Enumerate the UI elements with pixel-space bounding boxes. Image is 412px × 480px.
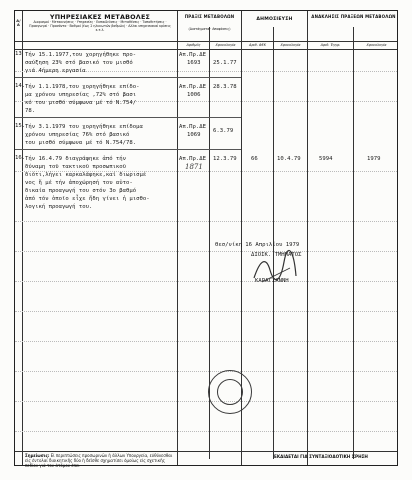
pub-date: 10.4.79 [277, 156, 301, 162]
col-pub-number: Αριθ. ΦΕΚ [249, 43, 266, 47]
official-stamp-icon [208, 370, 252, 414]
row-text-line: λογική προαγωγή του. [25, 204, 93, 210]
row-text-line: του μισθό σύμφωνα μέ τό Ν.754/78. [25, 140, 137, 146]
col-ann-number: Αριθ. Έγγρ. [320, 43, 341, 47]
row-text-line: Τήν 16.4.79 διαγράφηκε ἀπό τήν [25, 156, 127, 162]
row-number: 16. [15, 155, 26, 161]
row-separator [15, 117, 177, 118]
header-divider [15, 49, 397, 50]
row-text-line: Τήν 1.1.1978,του χορηγήθηκε επίδο- [25, 84, 140, 90]
act-date: 25.1.77 [213, 60, 237, 66]
row-text-line: δύναμη τοῦ τακτικοῦ προσωπικοῦ [25, 164, 127, 170]
row-text-line: δικαία προαγωγή του στόν 3ο βαθμό [25, 188, 137, 194]
annulment-date: 1979 [367, 156, 381, 162]
ruling-line [15, 221, 397, 222]
act-date: 6.3.79 [213, 128, 234, 134]
signature-name: ΚΑΡΑΓΙΑΝΝΗ [255, 278, 289, 284]
row-text-line: γιά 4ήμερη εργασία [25, 68, 86, 74]
act-date: 28.3.78 [213, 84, 237, 90]
row-text-line: ἀπό τόν ὁποῖο εἶχε ἤδη γίνει ἡ μισθο- [25, 196, 150, 202]
column-divider [353, 27, 354, 459]
pension-use-label: ΕΚΔΙΔΕΤΑΙ ΓΙΑ ΣΥΝΤΑΞΙΟΔΟΤΙΚΗ ΧΡΗΣΗ [241, 453, 400, 465]
col-act-number: Αριθμός [186, 43, 201, 47]
ruling-line [15, 311, 397, 312]
row-text-line: νος ἤ μέ τήν ἀποχώρησή του αὐτο- [25, 180, 133, 186]
ruling-line [15, 251, 397, 252]
service-record-table [14, 10, 398, 466]
ruling-line [15, 341, 397, 342]
footer-note-label: Σημείωσις: [25, 453, 50, 458]
col-annulment-header: ΑΝΑΚΛΗΣΙΣ ΠΡΑΞΕΩΝ ΜΕΤΑΒΟΛΩΝ [311, 14, 396, 19]
footer-note [25, 453, 177, 468]
row-text-line: σαύξηση 23% στό βασικό του μισθό [25, 60, 133, 66]
col-aa-header: Α/Α [16, 19, 21, 27]
header-divider [15, 41, 397, 42]
stamp-emblem [217, 379, 243, 405]
col-changes-header: ΥΠΗΡΕΣΙΑΚΕΣ ΜΕΤΑΒΟΛΕΣ [49, 13, 151, 21]
col-changes-subtitle: Διορισμοί · Μετακινήσεις · Υπηρεσίες · Εκπαιδεύσεις · Μεταθέσεις · Τοποθετήσεις · Προαγωγαί · Προσόντα · Βαθμοί (έως 2 ηλικιωτών βαθμών) · Αλλαι υπηρεσιακαί κρίσεις κ.τ.λ. [29, 20, 171, 32]
act-number: Απ.Πρ.ΔΕ [179, 156, 206, 162]
row-number: 13 [15, 51, 22, 57]
row-text-line: 78. [25, 108, 36, 114]
act-number: Απ.Πρ.ΔΕ [179, 124, 206, 130]
signature-place-date: Θεσ/νίκη 16 Απριλίου 1979 [215, 242, 300, 248]
ruling-line [15, 281, 397, 282]
column-divider [22, 11, 23, 465]
row-text-line: κό του μισθό σύμφωνα μέ τό Ν.754/ [25, 100, 137, 106]
row-separator [177, 149, 241, 150]
act-number-handwritten: 1871 [185, 163, 203, 171]
ruling-line [15, 431, 397, 432]
annulment-number: 5994 [319, 156, 333, 162]
col-act-header: ΠΡΑΞΙΣ ΜΕΤΑΒΟΛΩΝ [184, 14, 235, 19]
col-publication-header: ΔΗΜΟΣΙΕΥΣΗ [256, 17, 293, 22]
row-separator [15, 149, 177, 150]
row-text-line: μα χρόνου υπηρεσίας ,72% στό βασι [25, 92, 137, 98]
signature-department: ΔΙΟΙΚ. ΤΜΗΜΑΤΟΣ [251, 252, 302, 258]
ruling-line [15, 371, 397, 372]
act-number: Απ.Πρ.ΔΕ [179, 84, 206, 90]
act-number-value: 1069 [187, 132, 201, 138]
col-act-subtitle: (Διατάγματα · Αποφάσεις) [188, 27, 231, 31]
row-text-line: διότι,λήγει καρκαλάφηκε,καί διωρισμέ [25, 172, 147, 178]
row-text-line: Τήν 15.1.1977,του χορηγήθηκε προ- [25, 52, 137, 58]
col-pub-date: Χρονολογία [280, 43, 301, 47]
col-ann-date: Χρονολογία [366, 43, 387, 47]
act-date: 12.3.79 [213, 156, 237, 162]
footer-divider [15, 451, 397, 452]
row-number: 14. [15, 83, 26, 89]
handwritten-signature-icon [250, 248, 300, 288]
ruling-line [15, 401, 397, 402]
footer-note-text: Εἰ περιπτώσεις προσωρινῶν ἢ ἄλλων Υπουργεία, εὐθύνεσθαι εἰς ἐντολαί διοικητικῆς δύο ἢ δεῖσθε σχηματίσει ὁμοίως εἰς σχετικῆς πεδίον γιά τον ἀτόμου ἐπει [25, 453, 173, 468]
pub-number: 66 [251, 156, 258, 162]
column-divider [307, 11, 308, 465]
row-separator [177, 117, 241, 118]
row-text-line: Τήν 3.1.1979 του χορηγήθηκε επίδομα [25, 124, 143, 130]
row-separator [177, 77, 241, 78]
row-number: 15. [15, 123, 26, 129]
act-number-value: 1006 [187, 92, 201, 98]
row-text-line: χρόνου υπηρεσίας 76% στό βασικό [25, 132, 130, 138]
act-number-value: 1693 [187, 60, 201, 66]
column-divider [177, 11, 178, 465]
act-number: Απ.Πρ.ΔΕ [179, 52, 206, 58]
col-act-date: Χρονολογία [215, 43, 236, 47]
row-separator [15, 77, 177, 78]
